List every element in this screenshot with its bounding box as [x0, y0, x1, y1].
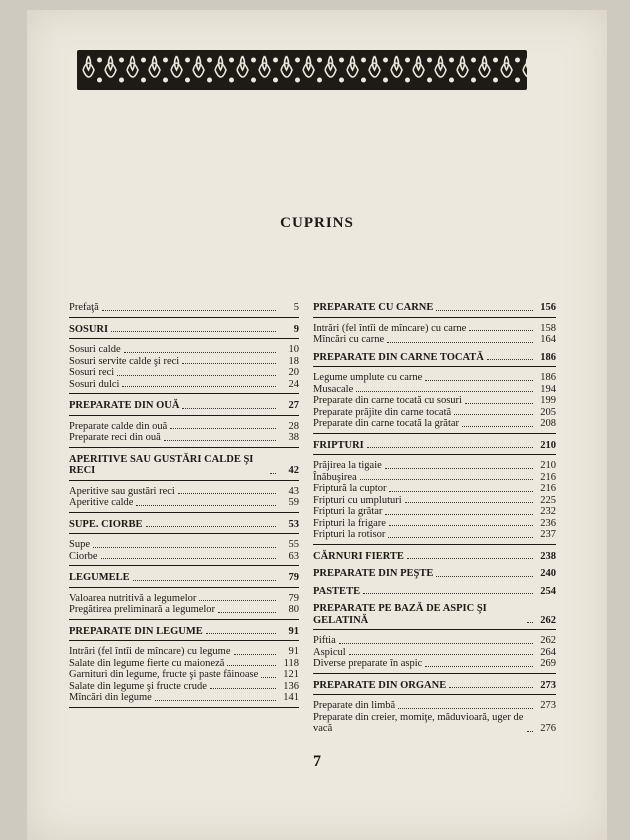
toc-entry-page: 186 — [540, 372, 556, 383]
ornament-motif — [413, 56, 424, 77]
toc-leader-dots — [164, 440, 276, 441]
toc-entry-title: PREPARATE DIN LEGUME — [69, 625, 203, 637]
toc-entry-page: 237 — [540, 529, 556, 540]
toc-entry-title: Ciorbe — [69, 550, 98, 562]
toc-entry-page: 63 — [288, 550, 299, 562]
ornament-dot — [97, 58, 102, 63]
toc-leader-dots — [388, 537, 533, 538]
toc-leader-dots — [170, 428, 276, 429]
toc-entry-page: 276 — [540, 723, 556, 734]
toc-leader-dots — [407, 558, 533, 559]
ornament-dot — [493, 78, 498, 83]
toc-entry-title: Valoarea nutritivă a legumelor — [69, 592, 197, 604]
toc-entry-page: 186 — [540, 351, 556, 363]
toc-entry-page: 194 — [540, 383, 556, 395]
ornament-dot — [493, 58, 498, 63]
toc-entry — [313, 700, 556, 712]
ornament-dot — [317, 58, 322, 63]
toc-entry-title: Salate din legume fierte cu maioneză — [69, 657, 225, 669]
toc-leader-dots — [360, 479, 533, 480]
toc-entry — [313, 483, 556, 495]
toc-leader-dots — [133, 580, 276, 581]
toc-entry-page: 59 — [288, 497, 299, 508]
toc-entry — [69, 497, 299, 509]
toc-entry — [69, 658, 299, 670]
section-divider — [69, 447, 299, 448]
toc-entry-page: 205 — [540, 406, 556, 418]
toc-entry-page: 118 — [283, 657, 299, 669]
toc-entry — [313, 460, 556, 472]
ornament-dot — [405, 58, 410, 63]
ornament-dot — [317, 78, 322, 83]
toc-entry-title: PREPARATE DIN PEŞTE — [313, 568, 434, 579]
ornament-motif — [193, 56, 204, 77]
toc-entry-title: Preparate din carne tocată cu sosuri — [313, 395, 462, 406]
ornament-motif — [391, 56, 402, 77]
ornament-motif — [347, 56, 358, 77]
ornament-dot — [141, 78, 146, 83]
toc-leader-dots — [178, 493, 276, 494]
toc-entry — [313, 495, 556, 507]
toc-entry — [313, 506, 556, 518]
toc-entry — [313, 518, 556, 530]
ornament-dot — [163, 78, 168, 83]
toc-entry — [69, 302, 299, 314]
section-divider — [69, 707, 299, 708]
toc-entry-page: 269 — [540, 658, 556, 669]
toc-entry — [69, 356, 299, 368]
toc-leader-dots — [425, 666, 533, 667]
section-divider — [69, 415, 299, 416]
ornament-motif — [435, 56, 446, 77]
toc-entry — [313, 635, 556, 647]
toc-entry-page: 156 — [540, 302, 556, 313]
toc-entry-title: Preparate din carne tocată la grătar — [313, 418, 460, 429]
toc-entry-page: 158 — [540, 322, 556, 334]
toc-leader-dots — [389, 525, 533, 526]
toc-leader-dots — [527, 622, 533, 623]
toc-entry — [69, 604, 299, 616]
toc-entry-page: 208 — [540, 418, 556, 429]
toc-entry-title: Aspicul — [313, 646, 346, 658]
toc-leader-dots — [469, 330, 533, 331]
toc-entry-page: 273 — [540, 700, 556, 711]
toc-entry-title: Prefaţă — [69, 302, 99, 313]
section-divider — [313, 544, 556, 545]
toc-entry-page: 91 — [288, 625, 299, 637]
toc-section-entry — [313, 680, 556, 692]
toc-entry-title: Aperitive sau gustări reci — [69, 485, 175, 497]
toc-entry-page: 43 — [288, 485, 299, 497]
toc-entry-title: PREPARATE CU CARNE — [313, 302, 434, 313]
toc-entry-title: Musacale — [313, 383, 354, 395]
section-divider — [69, 565, 299, 566]
ornament-dot — [449, 58, 454, 63]
toc-leader-dots — [465, 403, 533, 404]
toc-entry-page: 216 — [540, 471, 556, 483]
toc-entry-title: Fripturi la frigare — [313, 517, 386, 529]
toc-entry — [313, 647, 556, 659]
toc-section-entry — [313, 586, 556, 598]
toc-entry-page: 24 — [288, 378, 299, 390]
toc-leader-dots — [398, 708, 533, 709]
toc-entry-page: 55 — [288, 539, 299, 550]
ornament-dot — [229, 58, 234, 63]
ornament-motif — [369, 56, 380, 77]
ornament-motif — [127, 56, 138, 77]
toc-entry-title: Mîncări cu carne — [313, 334, 385, 345]
section-divider — [313, 454, 556, 455]
toc-entry — [313, 472, 556, 484]
toc-entry — [313, 529, 556, 541]
toc-entry-title: Mîncări din legume — [69, 692, 152, 703]
toc-leader-dots — [182, 363, 276, 364]
toc-left-column — [69, 302, 299, 713]
toc-leader-dots — [218, 612, 276, 613]
toc-entry — [69, 367, 299, 379]
toc-entry — [313, 395, 556, 407]
toc-leader-dots — [136, 505, 276, 506]
toc-section-entry — [313, 352, 556, 364]
toc-entry — [313, 658, 556, 670]
toc-entry-page: 210 — [540, 460, 556, 471]
toc-entry-title: Sosuri servite calde şi reci — [69, 355, 180, 367]
toc-leader-dots — [155, 700, 276, 701]
toc-leader-dots — [436, 310, 533, 311]
toc-entry — [313, 334, 556, 346]
toc-entry-title: Sosuri calde — [69, 344, 121, 355]
ornament-motif — [281, 56, 292, 77]
ornament-dot — [427, 58, 432, 63]
toc-entry-title: Fripturi la rotisor — [313, 529, 386, 540]
toc-entry-page: 262 — [540, 635, 556, 646]
toc-entry-page: 5 — [293, 302, 299, 313]
ornament-dot — [251, 78, 256, 83]
toc-section-entry — [69, 400, 299, 412]
toc-section-entry — [69, 519, 299, 531]
toc-entry — [69, 486, 299, 498]
toc-entry-title: Supe — [69, 539, 90, 550]
toc-entry-page: 91 — [288, 646, 299, 657]
toc-entry-page: 141 — [283, 692, 299, 703]
section-divider — [69, 480, 299, 481]
toc-leader-dots — [124, 352, 276, 353]
ornament-motif — [237, 56, 248, 77]
toc-entry-title: Diverse preparate în aspic — [313, 658, 423, 669]
toc-entry-title: Preparate prăjite din carne tocată — [313, 406, 452, 418]
toc-entry-title: PASTETE — [313, 585, 361, 597]
toc-entry-page: 236 — [540, 517, 556, 529]
ornament-dot — [515, 58, 520, 63]
toc-entry-page: 53 — [288, 518, 299, 530]
toc-section-entry — [69, 454, 299, 477]
ornament-dot — [405, 78, 410, 83]
toc-entry-page: 232 — [540, 506, 556, 517]
ornament-dot — [383, 78, 388, 83]
toc-section-entry — [313, 551, 556, 563]
toc-leader-dots — [182, 408, 276, 409]
toc-leader-dots — [117, 375, 276, 376]
toc-leader-dots — [405, 502, 533, 503]
ornament-motif — [501, 56, 512, 77]
toc-entry-page: 10 — [288, 344, 299, 355]
toc-entry-page: 136 — [283, 680, 299, 692]
toc-entry-title: Sosuri reci — [69, 367, 115, 378]
toc-entry-title: Preparate din creier, momiţe, măduvioară, uger de vacă — [313, 711, 526, 734]
toc-entry-title: Friptură la cuptor — [313, 483, 387, 494]
section-divider — [313, 366, 556, 367]
toc-entry-page: 42 — [288, 465, 299, 476]
ornament-motif — [325, 56, 336, 77]
toc-entry-title: APERITIVE SAU GUSTĂRI CALDE ŞI RECI — [69, 453, 257, 476]
toc-entry-title: Piftia — [313, 635, 336, 646]
toc-entry-page: 20 — [288, 367, 299, 378]
ornament-dot — [141, 58, 146, 63]
toc-entry — [69, 379, 299, 391]
toc-leader-dots — [385, 514, 533, 515]
ornament-dot — [295, 78, 300, 83]
toc-entry-page: 121 — [283, 669, 299, 680]
ornament-motif — [215, 56, 226, 77]
toc-entry-title: Intrări (fel întîi de mîncare) cu carne — [313, 322, 467, 334]
ornament-dot — [295, 58, 300, 63]
toc-entry-title: Fripturi cu umpluturi — [313, 494, 402, 506]
toc-entry — [69, 344, 299, 356]
section-divider — [69, 317, 299, 318]
toc-entry-title: Preparate reci din ouă — [69, 432, 161, 443]
toc-entry-title: PREPARATE DIN CARNE TOCATĂ — [313, 351, 484, 363]
ornament-dot — [449, 78, 454, 83]
toc-entry — [69, 646, 299, 658]
toc-entry-page: 210 — [540, 439, 556, 451]
toc-entry-page: 80 — [288, 604, 299, 615]
toc-entry-page: 18 — [288, 355, 299, 367]
ornament-motif — [259, 56, 270, 77]
page-number: 7 — [313, 753, 321, 770]
toc-section-entry — [69, 572, 299, 584]
toc-leader-dots — [210, 688, 276, 689]
toc-entry — [69, 692, 299, 704]
page-title: CUPRINS — [280, 215, 354, 231]
section-divider — [69, 338, 299, 339]
toc-leader-dots — [122, 386, 276, 387]
ornament-motif — [457, 56, 468, 77]
toc-entry — [69, 593, 299, 605]
toc-leader-dots — [234, 654, 276, 655]
toc-entry — [69, 432, 299, 444]
toc-entry-title: Garnituri din legume, fructe şi paste făinoase — [69, 669, 259, 680]
toc-leader-dots — [349, 654, 533, 655]
ornament-dot — [207, 78, 212, 83]
toc-entry-title: Salate din legume şi fructe crude — [69, 680, 207, 692]
toc-entry-title: Intrări (fel întîi de mîncare) cu legume — [69, 646, 231, 657]
toc-entry — [69, 681, 299, 693]
toc-leader-dots — [227, 665, 276, 666]
section-divider — [313, 673, 556, 674]
toc-leader-dots — [436, 576, 533, 577]
toc-leader-dots — [261, 677, 276, 678]
ornament-motif — [83, 56, 94, 77]
toc-section-entry — [69, 324, 299, 336]
toc-entry — [313, 323, 556, 335]
toc-entry — [313, 712, 556, 735]
toc-entry-title: CĂRNURI FIERTE — [313, 550, 404, 562]
toc-entry-title: SUPE. CIORBE — [69, 518, 143, 530]
toc-entry-title: Pregătirea preliminară a legumelor — [69, 604, 216, 615]
ornament-dot — [97, 78, 102, 83]
section-divider — [69, 393, 299, 394]
section-divider — [69, 640, 299, 641]
toc-leader-dots — [363, 593, 533, 594]
toc-entry-page: 199 — [540, 395, 556, 406]
toc-leader-dots — [527, 731, 533, 732]
ornament-motif — [479, 56, 490, 77]
ornament-dot — [471, 78, 476, 83]
toc-entry-title: FRIPTURI — [313, 439, 364, 451]
ornament-dot — [471, 58, 476, 63]
toc-entry-page: 28 — [288, 420, 299, 432]
book-page — [27, 10, 607, 840]
toc-entry-title: Aperitive calde — [69, 497, 134, 508]
toc-leader-dots — [206, 633, 276, 634]
ornament-dot — [229, 78, 234, 83]
ornament-motif — [149, 56, 160, 77]
toc-leader-dots — [356, 391, 533, 392]
toc-right-column — [313, 302, 556, 735]
ornament-dot — [163, 58, 168, 63]
toc-entry-title: LEGUMELE — [69, 572, 130, 583]
toc-entry-title: PREPARATE PE BAZĂ DE ASPIC ŞI GELATINĂ — [313, 603, 490, 626]
toc-section-entry — [313, 603, 556, 626]
ornament-dot — [339, 58, 344, 63]
toc-entry — [69, 421, 299, 433]
toc-leader-dots — [454, 414, 533, 415]
toc-leader-dots — [101, 558, 276, 559]
toc-entry-page: 79 — [288, 572, 299, 583]
ornament-dot — [339, 78, 344, 83]
ornament-motif — [171, 56, 182, 77]
toc-entry-title: Preparate din limbă — [313, 700, 396, 711]
ornament-motif — [523, 56, 527, 77]
decorative-ornament-band — [77, 50, 527, 90]
section-divider — [69, 533, 299, 534]
section-divider — [69, 587, 299, 588]
toc-entry-title: Înăbuşirea — [313, 471, 357, 483]
toc-entry-page: 225 — [540, 494, 556, 506]
toc-leader-dots — [487, 359, 533, 360]
toc-leader-dots — [146, 526, 276, 527]
toc-entry-page: 79 — [288, 592, 299, 604]
toc-entry-page: 273 — [540, 679, 556, 691]
toc-leader-dots — [425, 380, 533, 381]
toc-leader-dots — [339, 643, 533, 644]
section-divider — [313, 694, 556, 695]
toc-entry-page: 238 — [540, 550, 556, 562]
toc-leader-dots — [385, 468, 533, 469]
toc-leader-dots — [102, 310, 276, 311]
toc-leader-dots — [367, 447, 533, 448]
toc-entry-page: 27 — [288, 400, 299, 411]
ornament-dot — [273, 78, 278, 83]
toc-entry-page: 262 — [540, 614, 556, 626]
ornament-dot — [185, 78, 190, 83]
section-divider — [69, 619, 299, 620]
ornament-dot — [273, 58, 278, 63]
ornament-dot — [119, 78, 124, 83]
toc-entry-page: 240 — [540, 568, 556, 579]
ornament-motif — [105, 56, 116, 77]
toc-leader-dots — [199, 600, 276, 601]
ornament-dot — [207, 58, 212, 63]
toc-entry-title: PREPARATE DIN OUĂ — [69, 400, 180, 411]
toc-entry — [313, 418, 556, 430]
toc-leader-dots — [389, 491, 533, 492]
toc-leader-dots — [111, 331, 276, 332]
toc-entry — [313, 372, 556, 384]
toc-entry-page: 9 — [293, 323, 299, 335]
toc-entry-title: Preparate calde din ouă — [69, 420, 168, 432]
ornament-dot — [383, 58, 388, 63]
toc-entry-title: SOSURI — [69, 323, 109, 335]
toc-leader-dots — [93, 547, 276, 548]
toc-entry-page: 264 — [540, 646, 556, 658]
toc-entry-title: Fripturi la grătar — [313, 506, 383, 517]
toc-entry — [69, 551, 299, 563]
toc-entry-title: Sosuri dulci — [69, 378, 120, 390]
toc-leader-dots — [462, 426, 533, 427]
toc-leader-dots — [270, 473, 276, 474]
section-divider — [313, 629, 556, 630]
toc-entry — [313, 384, 556, 396]
toc-leader-dots — [387, 342, 533, 343]
toc-section-entry — [313, 302, 556, 314]
ornament-dot — [427, 78, 432, 83]
toc-entry-page: 164 — [540, 334, 556, 345]
ornament-motif — [303, 56, 314, 77]
toc-section-entry — [313, 568, 556, 580]
toc-entry-title: PREPARATE DIN ORGANE — [313, 679, 447, 691]
ornament-dot — [185, 58, 190, 63]
toc-entry-page: 254 — [540, 585, 556, 597]
toc-entry-page: 216 — [540, 483, 556, 494]
toc-entry-page: 38 — [288, 432, 299, 443]
toc-section-entry — [69, 626, 299, 638]
ornament-dot — [361, 78, 366, 83]
toc-leader-dots — [449, 687, 533, 688]
toc-entry — [69, 539, 299, 551]
section-divider — [69, 512, 299, 513]
ornament-dot — [515, 78, 520, 83]
toc-entry-title: Legume umplute cu carne — [313, 372, 423, 383]
toc-entry-title: Prăjirea la tigaie — [313, 460, 382, 471]
ornament-dot — [119, 58, 124, 63]
toc-section-entry — [313, 440, 556, 452]
toc-entry — [313, 407, 556, 419]
ornament-dot — [251, 58, 256, 63]
ornament-dot — [361, 58, 366, 63]
section-divider — [313, 433, 556, 434]
section-divider — [313, 317, 556, 318]
toc-entry — [69, 669, 299, 681]
